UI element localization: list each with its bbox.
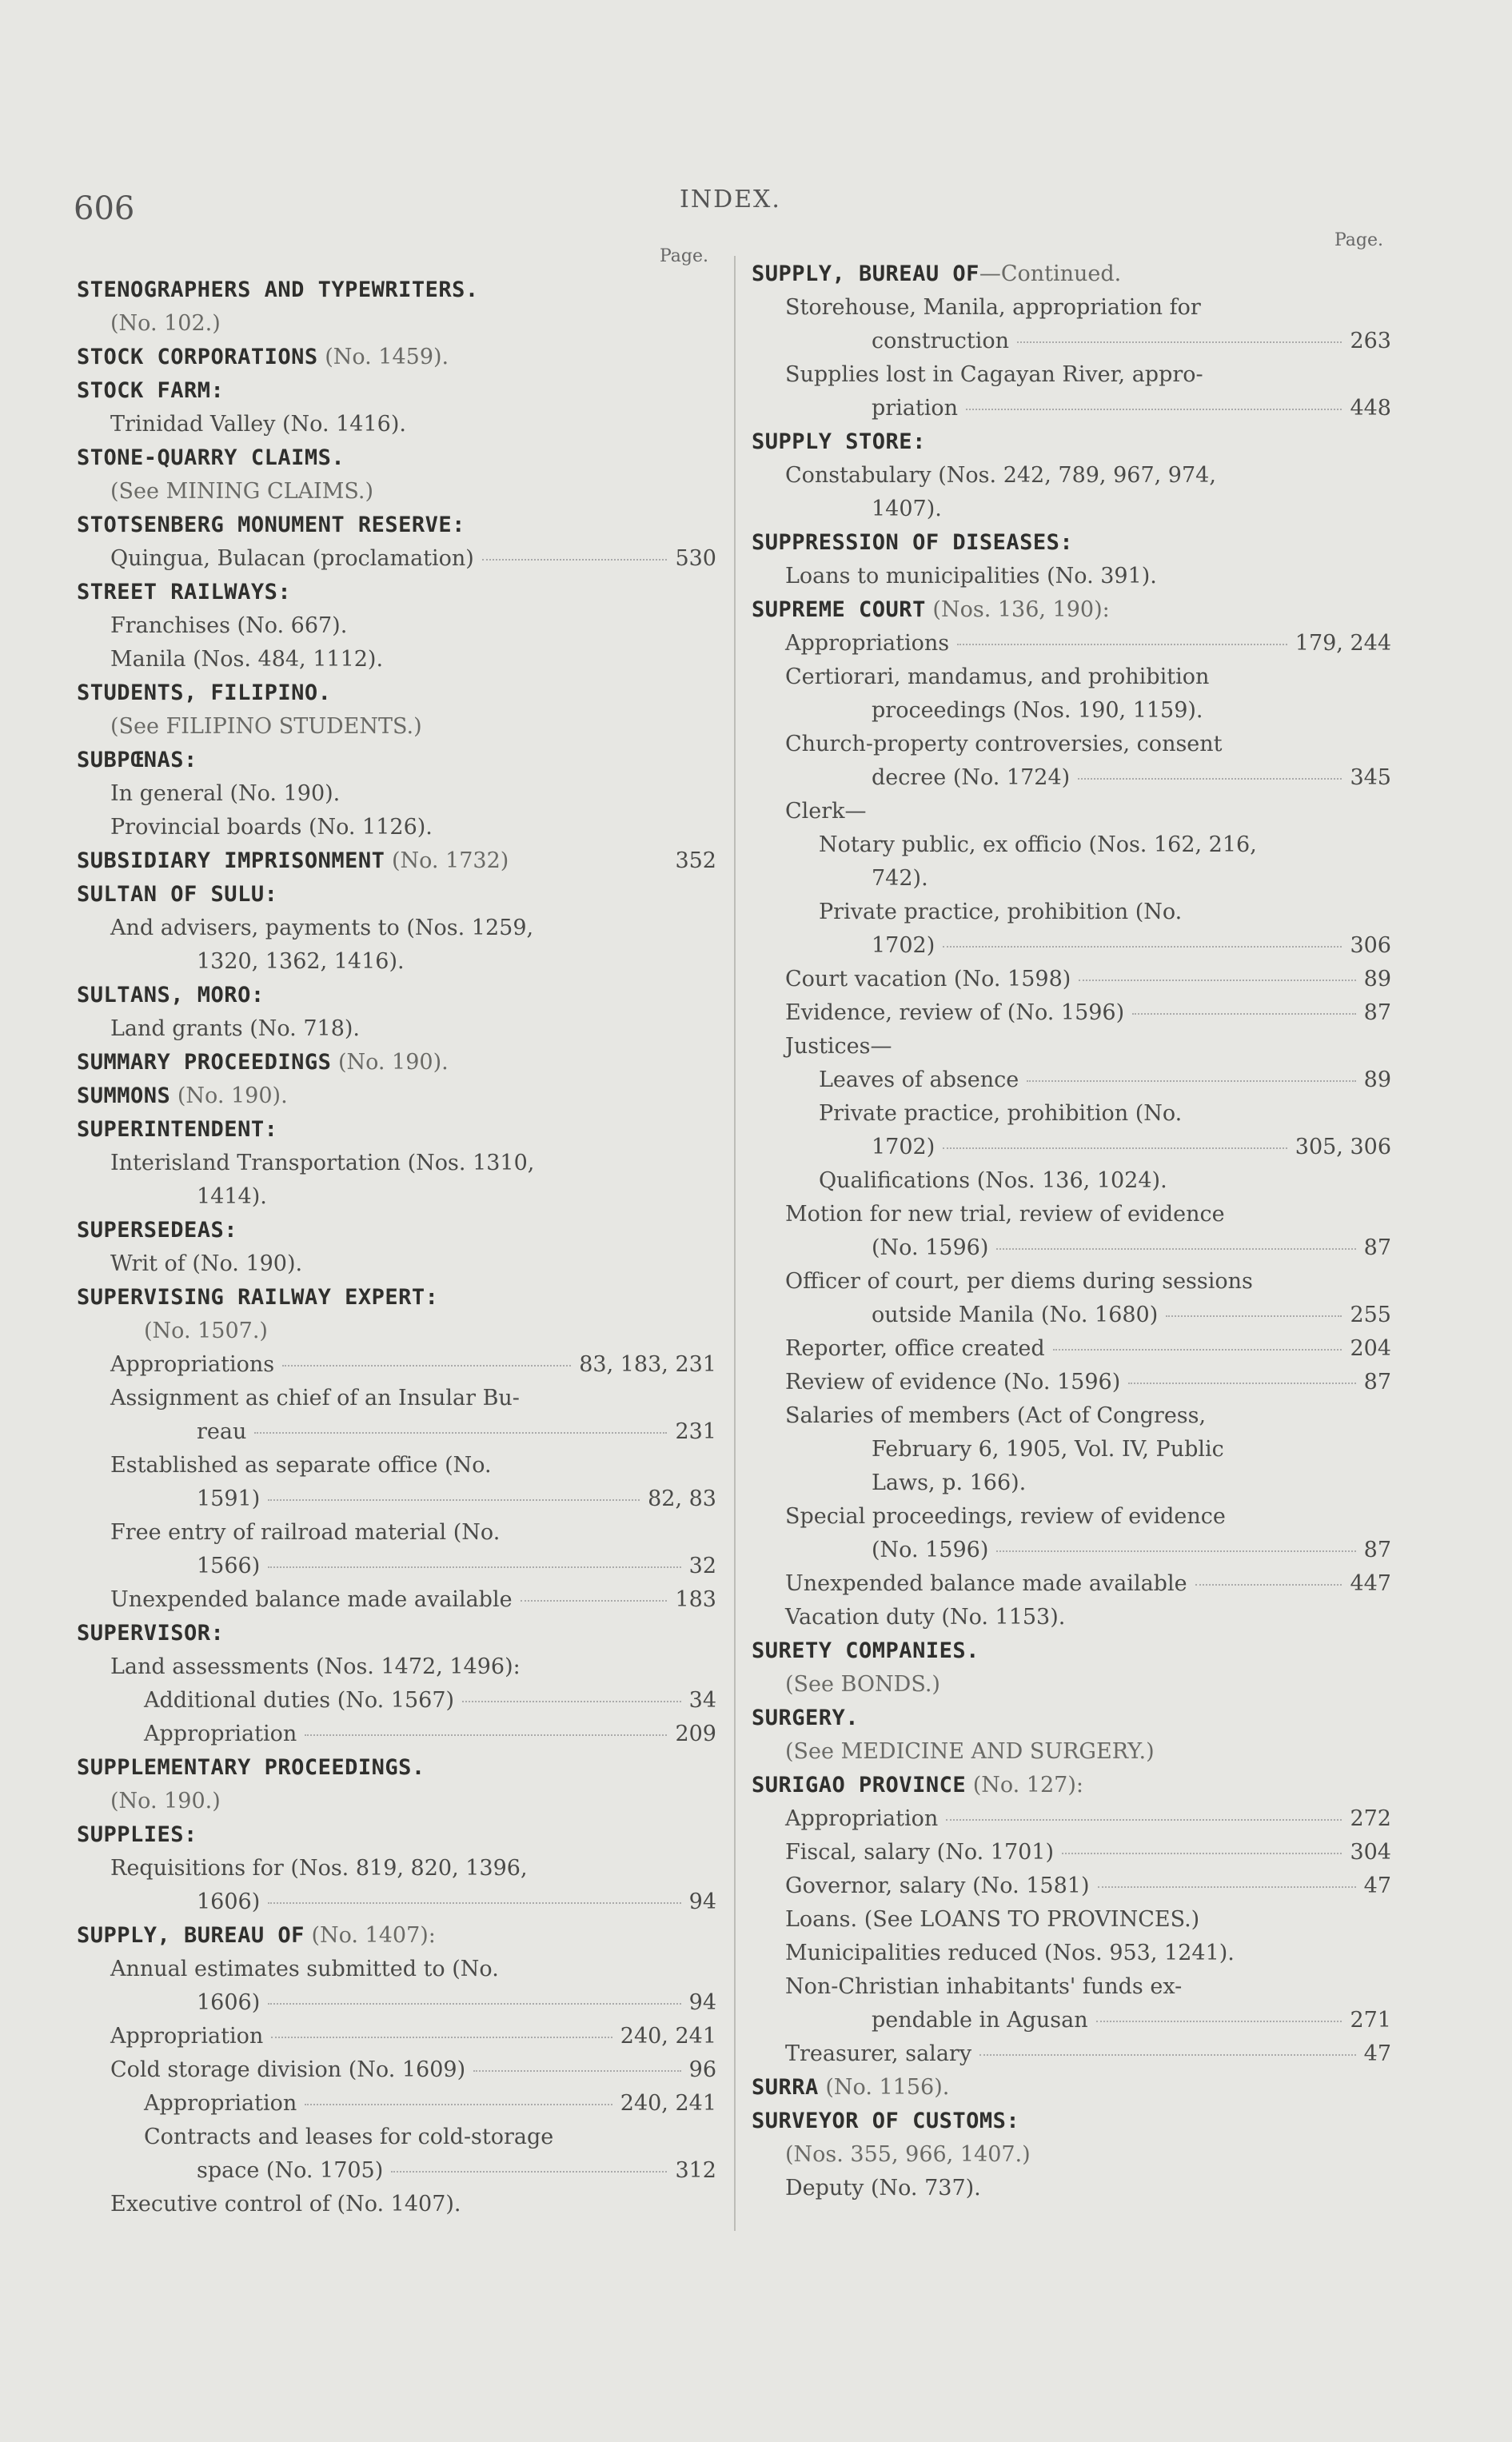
page-ref: 530 bbox=[675, 546, 716, 571]
page-ref: 306 bbox=[1350, 933, 1391, 958]
subentry: Land grants (No. 718). bbox=[110, 1016, 361, 1041]
subentry-text: Unexpended balance made available bbox=[110, 1587, 513, 1612]
entry-heading: SUPPLY STORE: bbox=[752, 429, 926, 454]
subentry-continuation: 1414). bbox=[197, 1184, 267, 1209]
page-ref: 447 bbox=[1350, 1571, 1391, 1596]
subentry bbox=[77, 1684, 716, 1718]
leader-dots bbox=[1017, 341, 1342, 343]
page-ref: 83, 183, 231 bbox=[579, 1352, 716, 1377]
leader-dots bbox=[482, 559, 668, 561]
entry-heading: STENOGRAPHERS AND TYPEWRITERS. bbox=[77, 277, 479, 302]
subentry-continuation bbox=[77, 1415, 716, 1449]
page-number: 606 bbox=[74, 190, 135, 227]
cross-reference: (See MINING CLAIMS.) bbox=[110, 479, 373, 504]
entry-heading: SURRA bbox=[752, 2075, 819, 2100]
leader-dots bbox=[1128, 1383, 1355, 1384]
entry-heading: SUPREME COURT bbox=[752, 597, 926, 622]
leader-dots bbox=[254, 1432, 667, 1434]
index-entry bbox=[752, 2105, 1391, 2205]
subentry-text: priation bbox=[872, 396, 959, 421]
subentry: Motion for new trial, review of evidence bbox=[785, 1202, 1225, 1227]
subentry-continuation: Laws, p. 166). bbox=[872, 1470, 1027, 1495]
page-ref: 89 bbox=[1363, 967, 1391, 992]
subentry: Clerk— bbox=[785, 799, 867, 824]
entry-note: (No. 1407): bbox=[311, 1923, 436, 1948]
subentry-continuation: 742). bbox=[872, 866, 928, 891]
entry-heading: SURVEYOR OF CUSTOMS: bbox=[752, 2109, 1020, 2133]
subentry: Deputy (No. 737). bbox=[785, 2176, 981, 2201]
subentry-text: Additional duties (No. 1567) bbox=[144, 1688, 455, 1713]
subentry-text: Fiscal, salary (No. 1701) bbox=[785, 1840, 1055, 1865]
subentry-continuation bbox=[752, 1131, 1391, 1164]
index-entry bbox=[77, 1079, 716, 1113]
subentry-text: Treasurer, salary bbox=[785, 2041, 972, 2066]
subentry bbox=[752, 1802, 1391, 1836]
subentry bbox=[752, 963, 1391, 996]
subentry bbox=[77, 2020, 716, 2053]
running-head: INDEX. bbox=[680, 186, 781, 213]
subentry-text: Appropriations bbox=[110, 1352, 275, 1377]
subentry-text: Appropriation bbox=[144, 1722, 297, 1746]
entry-note: (No. 190). bbox=[337, 1050, 449, 1075]
leader-dots bbox=[996, 1248, 1355, 1250]
page-ref: 87 bbox=[1363, 1370, 1391, 1395]
page-ref: 183 bbox=[675, 1587, 716, 1612]
entry-heading: STOTSENBERG MONUMENT RESERVE: bbox=[77, 513, 465, 537]
index-entry bbox=[77, 1617, 716, 1751]
subentry bbox=[752, 1836, 1391, 1869]
index-entry bbox=[752, 1769, 1391, 2071]
entry-heading: SUPERINTENDENT: bbox=[77, 1117, 278, 1142]
index-entry bbox=[752, 257, 1391, 425]
page-ref: 312 bbox=[675, 2158, 716, 2183]
subentry-continuation bbox=[77, 1885, 716, 1919]
leader-dots bbox=[943, 946, 1342, 948]
entry-heading: SURIGAO PROVINCE bbox=[752, 1773, 967, 1798]
page-ref: 94 bbox=[688, 1889, 716, 1914]
right-column bbox=[752, 224, 1391, 2205]
page-ref: 87 bbox=[1363, 1235, 1391, 1260]
subentry-text: (No. 1596) bbox=[872, 1235, 989, 1260]
cross-reference: (See BONDS.) bbox=[785, 1672, 940, 1697]
entry-heading: STONE-QUARRY CLAIMS. bbox=[77, 445, 345, 470]
page-ref: 231 bbox=[675, 1419, 716, 1444]
leader-dots bbox=[1053, 1349, 1342, 1351]
leader-dots bbox=[268, 1499, 640, 1501]
page-ref: 82, 83 bbox=[648, 1486, 716, 1511]
leader-dots bbox=[391, 2171, 667, 2173]
leader-dots bbox=[979, 2054, 1356, 2056]
subentry-text: outside Manila (No. 1680) bbox=[872, 1303, 1159, 1327]
subentry-continuation bbox=[77, 2154, 716, 2188]
subentry: Church-property controversies, consent bbox=[785, 732, 1223, 756]
page-ref: 448 bbox=[1350, 396, 1391, 421]
subentry-continuation bbox=[752, 1231, 1391, 1265]
index-entry bbox=[77, 844, 716, 878]
subentry-text: pendable in Agusan bbox=[872, 2008, 1088, 2033]
leader-dots bbox=[268, 1902, 680, 1904]
page-ref: 209 bbox=[675, 1722, 716, 1746]
page-ref: 87 bbox=[1363, 1538, 1391, 1562]
leader-dots bbox=[1062, 1853, 1342, 1854]
leader-dots bbox=[1078, 778, 1342, 780]
subentry: And advisers, payments to (Nos. 1259, bbox=[110, 916, 534, 940]
entry-note: (No. 127): bbox=[972, 1773, 1083, 1798]
leader-dots bbox=[268, 2003, 680, 2005]
subentry: Assignment as chief of an Insular Bu- bbox=[110, 1386, 520, 1411]
leader-dots bbox=[521, 1600, 668, 1602]
subentry-text: Appropriation bbox=[110, 2024, 264, 2049]
index-entry bbox=[77, 979, 716, 1046]
leader-dots bbox=[1098, 1886, 1356, 1888]
subentry-text: reau bbox=[197, 1419, 247, 1444]
subentry-text: Cold storage division (No. 1609) bbox=[110, 2057, 466, 2082]
leader-dots bbox=[305, 1734, 667, 1736]
subentry: Supplies lost in Cagayan River, appro- bbox=[785, 362, 1203, 387]
subentry bbox=[77, 1348, 716, 1382]
index-entry bbox=[77, 1281, 716, 1617]
subentry: In general (No. 190). bbox=[110, 781, 341, 806]
subentry bbox=[752, 627, 1391, 660]
entry-heading: SUPPLEMENTARY PROCEEDINGS. bbox=[77, 1755, 425, 1780]
index-entry bbox=[77, 1046, 716, 1079]
index-entry bbox=[77, 341, 716, 374]
subentry-text: Appropriation bbox=[785, 1806, 939, 1831]
subentry: Free entry of railroad material (No. bbox=[110, 1520, 501, 1545]
left-column bbox=[77, 240, 716, 2221]
subentry-text: Governor, salary (No. 1581) bbox=[785, 1873, 1090, 1898]
page-ref: 34 bbox=[688, 1688, 716, 1713]
subentry-continuation bbox=[77, 1550, 716, 1583]
subentry-text: Evidence, review of (No. 1596) bbox=[785, 1000, 1125, 1025]
subentry-continuation bbox=[752, 2004, 1391, 2037]
subentry: Private practice, prohibition (No. bbox=[819, 900, 1183, 924]
leader-dots bbox=[1195, 1584, 1342, 1586]
entry-heading: STOCK FARM: bbox=[77, 378, 225, 403]
leader-dots bbox=[1096, 2021, 1342, 2022]
subentry-text: space (No. 1705) bbox=[197, 2158, 384, 2183]
subentry-text: Appropriation bbox=[144, 2091, 297, 2116]
subentry: Executive control of (No. 1407). bbox=[110, 2192, 461, 2217]
entry-heading: STOCK CORPORATIONS bbox=[77, 345, 318, 369]
page-ref: 271 bbox=[1350, 2008, 1391, 2033]
subentry bbox=[752, 1869, 1391, 1903]
entry-note: (Nos. 136, 190): bbox=[932, 597, 1110, 622]
subentry-continuation: February 6, 1905, Vol. IV, Public bbox=[872, 1437, 1224, 1462]
entry-heading: SUBSIDIARY IMPRISONMENT bbox=[77, 848, 385, 873]
subentry-continuation bbox=[752, 761, 1391, 795]
entry-heading: SUPERSEDEAS: bbox=[77, 1218, 238, 1243]
subentry-text: decree (No. 1724) bbox=[872, 765, 1071, 790]
subentry: Special proceedings, review of evidence bbox=[785, 1504, 1226, 1529]
entry-heading: SUMMONS bbox=[77, 1083, 171, 1108]
index-entry bbox=[77, 1113, 716, 1214]
page-ref: 179, 244 bbox=[1295, 631, 1391, 656]
subentry-text: 1702) bbox=[872, 1135, 936, 1159]
subentry bbox=[752, 1567, 1391, 1601]
page-column-label: Page. bbox=[659, 246, 708, 266]
subentry-text: (No. 1596) bbox=[872, 1538, 989, 1562]
index-entry bbox=[752, 425, 1391, 526]
subentry bbox=[77, 1583, 716, 1617]
leader-dots bbox=[996, 1550, 1355, 1552]
subentry: Established as separate office (No. bbox=[110, 1453, 492, 1478]
index-entry bbox=[752, 593, 1391, 1634]
subentry: Notary public, ex officio (Nos. 162, 216, bbox=[819, 832, 1257, 857]
entry-heading: SULTANS, MORO: bbox=[77, 983, 265, 1008]
subentry bbox=[752, 1366, 1391, 1399]
page-ref: 96 bbox=[688, 2057, 716, 2082]
index-entry bbox=[77, 1818, 716, 1919]
subentry: Non-Christian inhabitants' funds ex- bbox=[785, 1974, 1183, 1999]
page-ref: 272 bbox=[1350, 1806, 1391, 1831]
page-ref: 345 bbox=[1350, 765, 1391, 790]
subentry: Writ of (No. 190). bbox=[110, 1251, 303, 1276]
entry-heading: SULTAN OF SULU: bbox=[77, 882, 278, 907]
subentry bbox=[752, 2037, 1391, 2071]
entry-note: (Nos. 355, 966, 1407.) bbox=[785, 2142, 1031, 2167]
index-entry bbox=[77, 374, 716, 441]
subentry: Land assessments (Nos. 1472, 1496): bbox=[110, 1654, 521, 1679]
subentry-continuation bbox=[752, 1534, 1391, 1567]
subentry-text: Quingua, Bulacan (proclamation) bbox=[110, 546, 474, 571]
subentry: Justices— bbox=[785, 1034, 892, 1059]
subentry-text: Court vacation (No. 1598) bbox=[785, 967, 1071, 992]
subentry-continuation: proceedings (Nos. 190, 1159). bbox=[872, 698, 1203, 723]
subentry-text: Unexpended balance made available bbox=[785, 1571, 1187, 1596]
subentry: Franchises (No. 667). bbox=[110, 613, 348, 638]
subentry: Trinidad Valley (No. 1416). bbox=[110, 412, 406, 437]
page-ref: 47 bbox=[1363, 2041, 1391, 2066]
subentry: Municipalities reduced (Nos. 953, 1241). bbox=[785, 1941, 1235, 1965]
leader-dots bbox=[966, 409, 1342, 410]
leader-dots bbox=[1027, 1080, 1355, 1082]
page-ref: 255 bbox=[1350, 1303, 1391, 1327]
page-ref: 305, 306 bbox=[1295, 1135, 1391, 1159]
entry-heading: SUPPLY, BUREAU OF bbox=[752, 261, 979, 286]
subentry-continuation bbox=[77, 1986, 716, 2020]
entry-heading: SUPERVISING RAILWAY EXPERT: bbox=[77, 1285, 439, 1310]
cross-reference: (See MEDICINE AND SURGERY.) bbox=[785, 1739, 1155, 1764]
leader-dots bbox=[282, 1365, 571, 1367]
index-entry bbox=[77, 744, 716, 844]
page-ref: 89 bbox=[1363, 1067, 1391, 1092]
entry-heading: SUPERVISOR: bbox=[77, 1621, 225, 1646]
subentry-text: 1606) bbox=[197, 1990, 261, 2015]
entry-heading: SUPPRESSION OF DISEASES: bbox=[752, 530, 1074, 555]
subentry bbox=[77, 1718, 716, 1751]
entry-heading: SURGERY. bbox=[752, 1706, 860, 1730]
subentry: Provincial boards (No. 1126). bbox=[110, 815, 433, 840]
index-entry bbox=[77, 676, 716, 744]
index-entry bbox=[77, 441, 716, 509]
subentry: Vacation duty (No. 1153). bbox=[785, 1605, 1066, 1630]
index-entry bbox=[77, 273, 716, 341]
leader-dots bbox=[305, 2104, 612, 2105]
index-entry bbox=[77, 1919, 716, 2221]
leader-dots bbox=[271, 2037, 612, 2038]
entry-heading: SUBPŒNAS: bbox=[77, 748, 197, 772]
subentry bbox=[752, 1332, 1391, 1366]
subentry: Salaries of members (Act of Congress, bbox=[785, 1403, 1207, 1428]
subentry bbox=[752, 1063, 1391, 1097]
entry-heading: STREET RAILWAYS: bbox=[77, 580, 292, 605]
subentry: Officer of court, per diems during sessions bbox=[785, 1269, 1253, 1294]
leader-dots bbox=[1079, 980, 1355, 981]
subentry-continuation bbox=[752, 392, 1391, 425]
leader-dots bbox=[1132, 1013, 1355, 1015]
entry-heading: STUDENTS, FILIPINO. bbox=[77, 680, 332, 705]
subentry-continuation bbox=[752, 929, 1391, 963]
page-ref: 204 bbox=[1350, 1336, 1391, 1361]
subentry: Contracts and leases for cold-storage bbox=[144, 2125, 554, 2149]
subentry: Loans. (See LOANS TO PROVINCES.) bbox=[785, 1907, 1200, 1932]
page-ref: 47 bbox=[1363, 1873, 1391, 1898]
subentry: Loans to municipalities (No. 391). bbox=[785, 564, 1157, 589]
index-entry bbox=[752, 1702, 1391, 1769]
subentry-text: 1702) bbox=[872, 933, 936, 958]
entry-note: (No. 190). bbox=[177, 1083, 288, 1108]
subentry-continuation: 1407). bbox=[872, 497, 942, 521]
entry-heading: SUPPLIES: bbox=[77, 1822, 197, 1847]
entry-heading: SURETY COMPANIES. bbox=[752, 1638, 979, 1663]
subentry: Interisland Transportation (Nos. 1310, bbox=[110, 1151, 535, 1175]
subentry: Certiorari, mandamus, and prohibition bbox=[785, 664, 1210, 689]
leader-dots bbox=[462, 1701, 681, 1702]
subentry: Annual estimates submitted to (No. bbox=[110, 1957, 499, 1981]
index-entry bbox=[77, 1751, 716, 1818]
page-ref: 304 bbox=[1350, 1840, 1391, 1865]
subentry bbox=[77, 2087, 716, 2121]
entry-note: (No. 1156). bbox=[825, 2075, 950, 2100]
subentry-text: Reporter, office created bbox=[785, 1336, 1045, 1361]
leader-dots bbox=[1166, 1315, 1342, 1317]
subentry-text: Review of evidence (No. 1596) bbox=[785, 1370, 1121, 1395]
column-divider bbox=[734, 256, 736, 2231]
page-column-label: Page. bbox=[1334, 230, 1383, 250]
page-ref: 94 bbox=[688, 1990, 716, 2015]
index-entry bbox=[77, 878, 716, 979]
entry-note: —Continued. bbox=[979, 261, 1122, 286]
index-entry bbox=[77, 509, 716, 576]
subentry-text: Leaves of absence bbox=[819, 1067, 1019, 1092]
entry-note: (No. 1732) bbox=[391, 848, 509, 873]
page-ref: 352 bbox=[675, 848, 716, 873]
subentry: Private practice, prohibition (No. bbox=[819, 1101, 1183, 1126]
subentry bbox=[77, 542, 716, 576]
leader-dots bbox=[946, 1819, 1342, 1821]
leader-dots bbox=[473, 2070, 681, 2072]
subentry: Qualifications (Nos. 136, 1024). bbox=[819, 1168, 1167, 1193]
subentry: Constabulary (Nos. 242, 789, 967, 974, bbox=[785, 463, 1216, 488]
page-ref: 87 bbox=[1363, 1000, 1391, 1025]
entry-heading: SUMMARY PROCEEDINGS bbox=[77, 1050, 332, 1075]
subentry: Requisitions for (Nos. 819, 820, 1396, bbox=[110, 1856, 528, 1881]
subentry-text: construction bbox=[872, 329, 1010, 353]
subentry: Storehouse, Manila, appropriation for bbox=[785, 295, 1201, 320]
leader-dots bbox=[957, 644, 1287, 645]
subentry-continuation bbox=[752, 1299, 1391, 1332]
index-entry bbox=[752, 2071, 1391, 2105]
subentry-text: 1566) bbox=[197, 1554, 261, 1578]
subentry-text: Appropriations bbox=[785, 631, 950, 656]
cross-reference: (See FILIPINO STUDENTS.) bbox=[110, 714, 422, 739]
entry-note: (No. 1507.) bbox=[144, 1319, 268, 1343]
entry-heading: SUPPLY, BUREAU OF bbox=[77, 1923, 305, 1948]
index-entry bbox=[77, 576, 716, 676]
subentry-continuation: 1320, 1362, 1416). bbox=[197, 949, 405, 974]
leader-dots bbox=[268, 1566, 680, 1568]
page-ref: 32 bbox=[688, 1554, 716, 1578]
page-ref: 263 bbox=[1350, 329, 1391, 353]
page-ref: 240, 241 bbox=[620, 2091, 716, 2116]
subentry bbox=[752, 996, 1391, 1030]
index-entry bbox=[752, 1634, 1391, 1702]
subentry bbox=[77, 2053, 716, 2087]
subentry-continuation bbox=[77, 1482, 716, 1516]
leader-dots bbox=[943, 1147, 1287, 1149]
entry-note: (No. 1459). bbox=[325, 345, 449, 369]
entry-note: (No. 102.) bbox=[110, 311, 221, 336]
page-ref: 240, 241 bbox=[620, 2024, 716, 2049]
subentry: Manila (Nos. 484, 1112). bbox=[110, 647, 384, 672]
index-entry bbox=[752, 526, 1391, 593]
subentry-text: 1591) bbox=[197, 1486, 261, 1511]
index-entry bbox=[77, 1214, 716, 1281]
subentry-text: 1606) bbox=[197, 1889, 261, 1914]
entry-note: (No. 190.) bbox=[110, 1789, 221, 1814]
subentry-continuation bbox=[752, 325, 1391, 358]
